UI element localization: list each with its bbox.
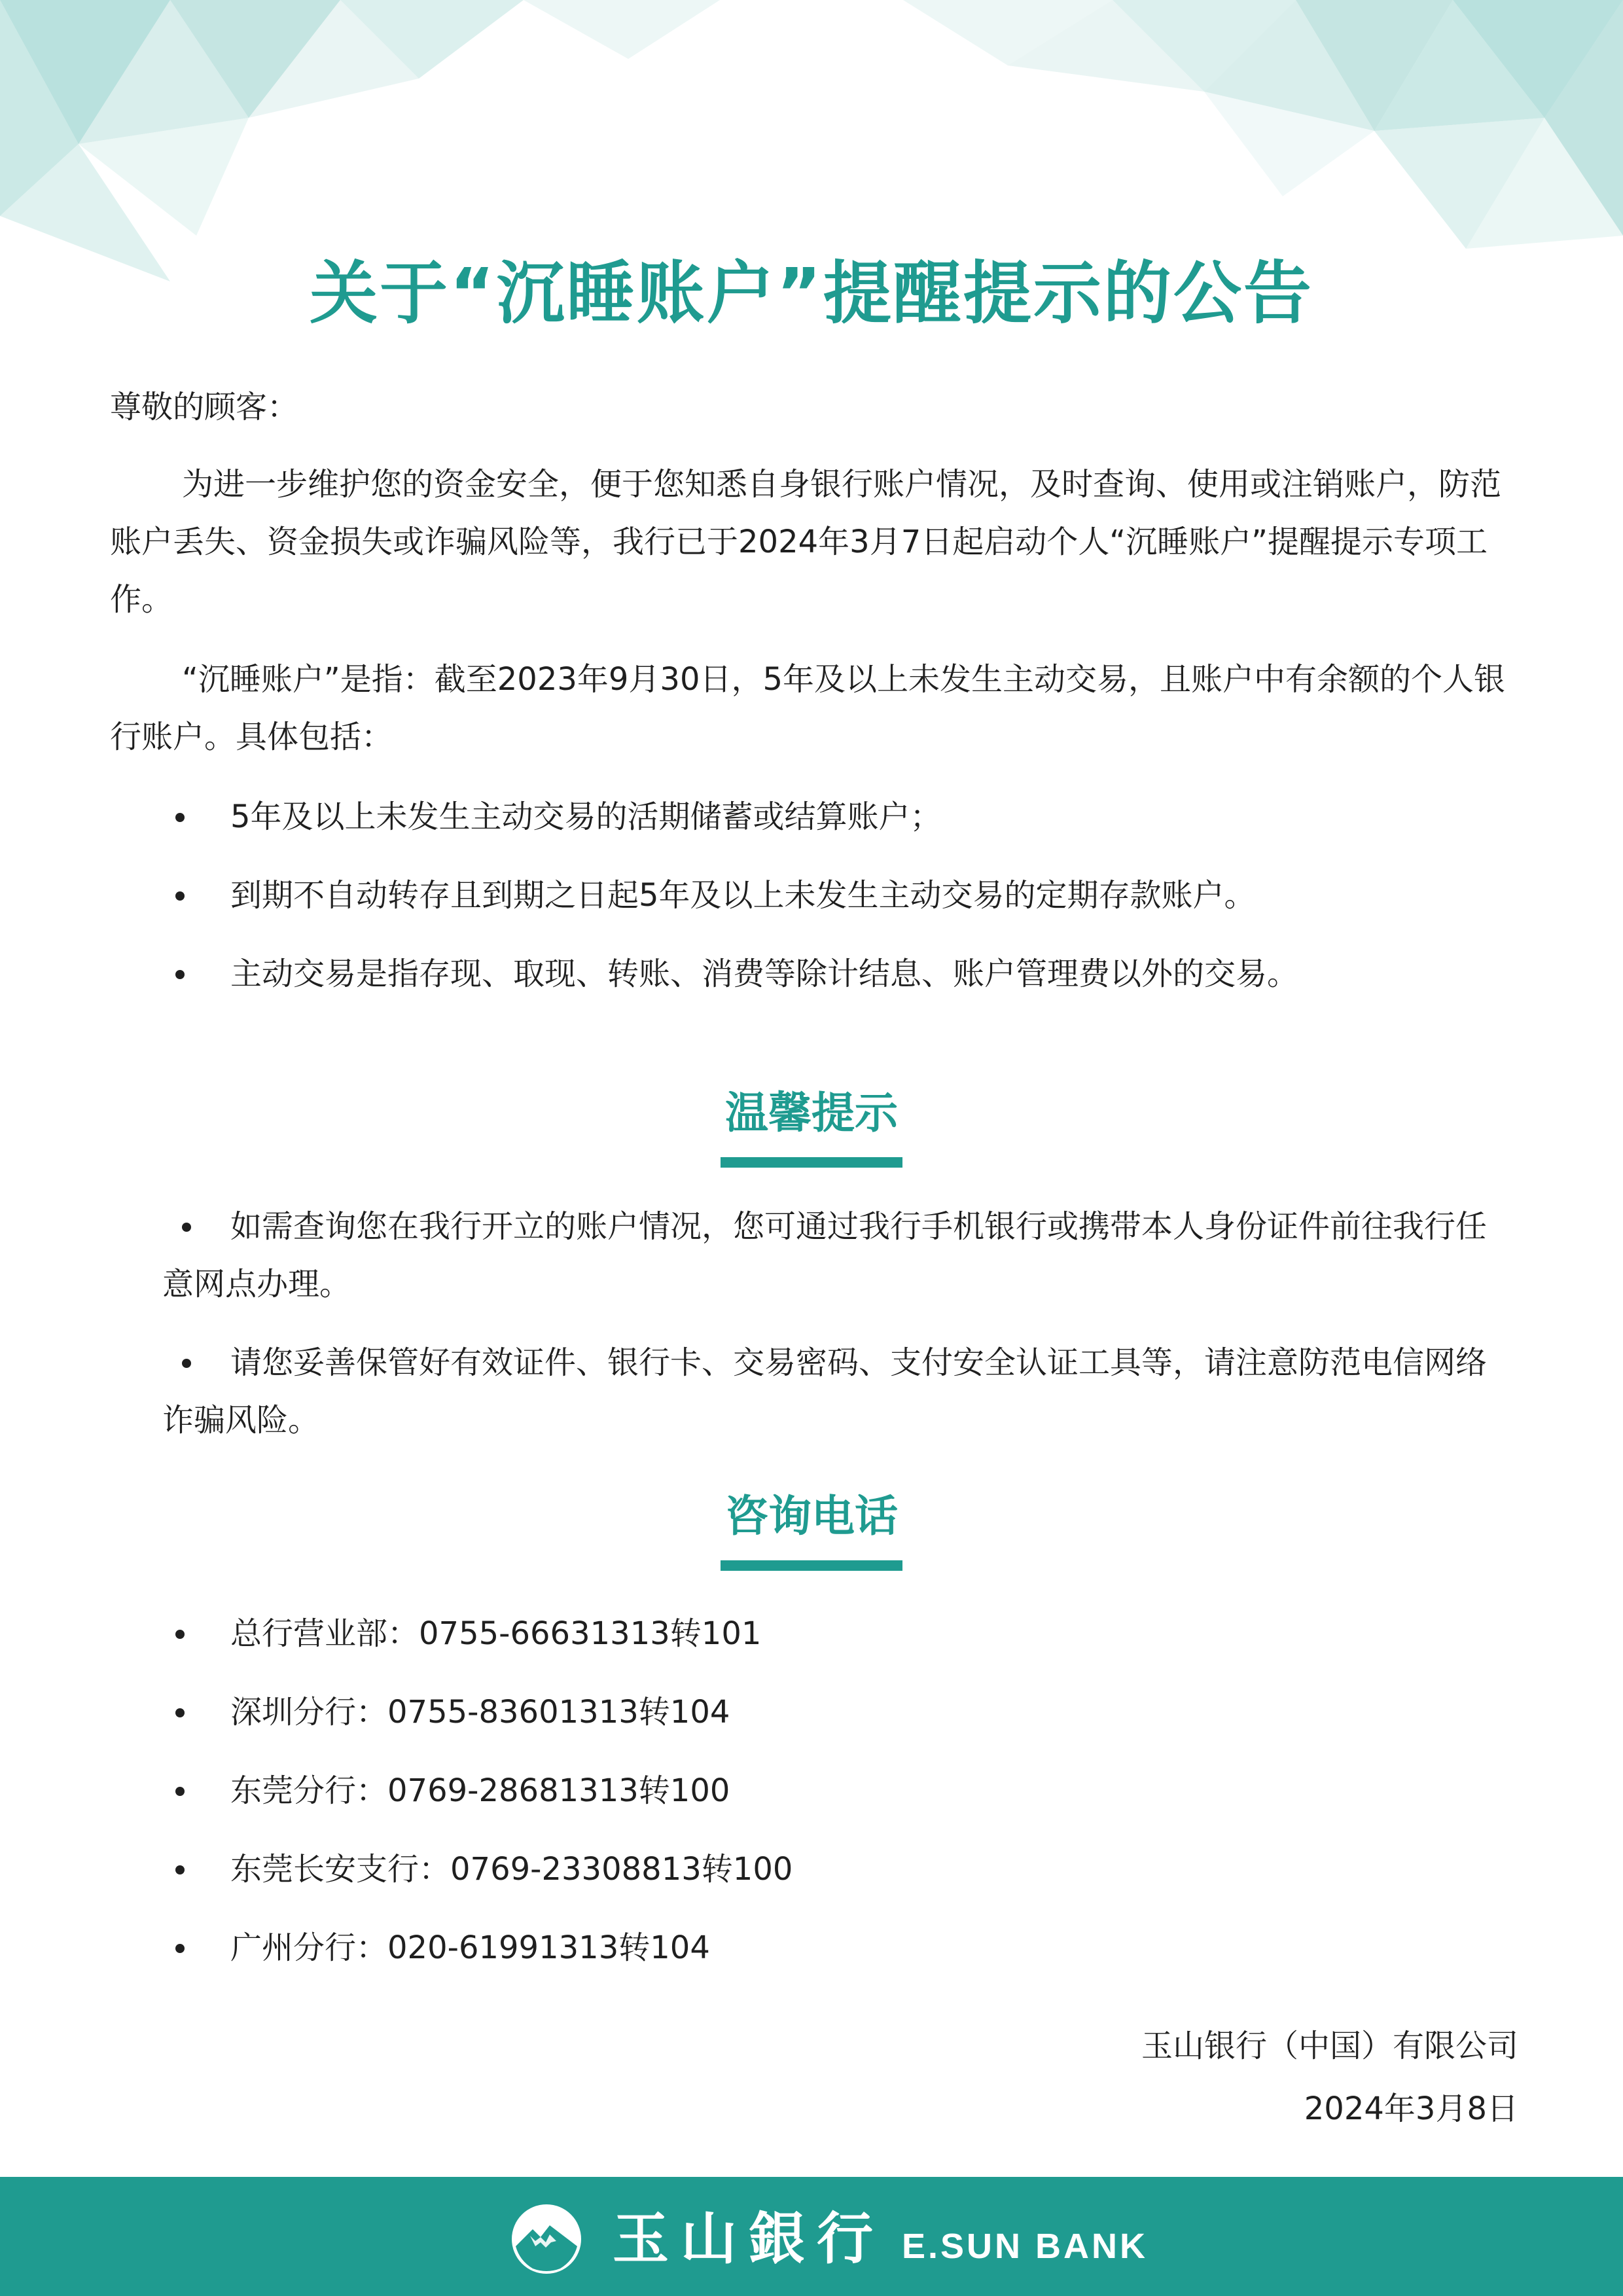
list-item: 东莞长安支行：0769-23308813转100 bbox=[175, 1840, 1516, 1898]
bullet-dot bbox=[175, 1944, 185, 1953]
announcement-date: 2024年3月8日 bbox=[1304, 2090, 1518, 2127]
tips-list bbox=[162, 1198, 1516, 1470]
bullet-dot bbox=[182, 1223, 191, 1232]
bullet-dot bbox=[175, 1708, 185, 1717]
brand-name-cn: 玉山銀行 bbox=[613, 2206, 885, 2272]
salutation: 尊敬的顾客： bbox=[110, 389, 299, 425]
brand-name-en: E.SUN BANK bbox=[902, 2227, 1149, 2266]
phone-heading: 咨询电话 bbox=[0, 1487, 1623, 1571]
bullet-dot bbox=[175, 1865, 185, 1874]
company-name: 玉山银行（中国）有限公司 bbox=[1141, 2028, 1518, 2064]
list-item: 主动交易是指存现、取现、转账、消费等除计结息、账户管理费以外的交易。 bbox=[175, 945, 1516, 1003]
list-item: 到期不自动转存且到期之日起5年及以上未发生主动交易的定期存款账户。 bbox=[175, 867, 1516, 924]
list-item: 深圳分行：0755-83601313转104 bbox=[175, 1683, 1516, 1741]
bank-logo bbox=[510, 2203, 1148, 2275]
bullet-dot bbox=[175, 813, 185, 822]
tips-heading: 温馨提示 bbox=[0, 1084, 1623, 1168]
phone-list bbox=[175, 1605, 1516, 1998]
intro-paragraph: 为进一步维护您的资金安全，便于您知悉自身银行账户情况，及时查询、使用或注销账户，防范账户丢失、资金损失或诈骗风险等，我行已于2024年3月7日起启动个人“沉睡账户”提醒提示专项工作。 bbox=[110, 466, 1502, 618]
definition-list bbox=[175, 788, 1516, 1024]
footer-bar bbox=[0, 2177, 1623, 2296]
mountain-logo-icon bbox=[510, 2203, 582, 2275]
list-item: 广州分行：020-61991313转104 bbox=[175, 1919, 1516, 1977]
bullet-dot bbox=[175, 891, 185, 901]
list-item: 总行营业部：0755-66631313转101 bbox=[175, 1605, 1516, 1662]
list-item: 5年及以上未发生主动交易的活期储蓄或结算账户； bbox=[175, 788, 1516, 846]
bullet-dot bbox=[175, 970, 185, 979]
list-item: 请您妥善保管好有效证件、银行卡、交易密码、支付安全认证工具等，请注意防范电信网络诈骗风险。 bbox=[162, 1344, 1488, 1439]
bullet-dot bbox=[175, 1787, 185, 1796]
bullet-dot bbox=[182, 1359, 191, 1368]
page-title: 关于“沉睡账户”提醒提示的公告 bbox=[310, 253, 1313, 333]
bullet-dot bbox=[175, 1630, 185, 1639]
heading-underline bbox=[721, 1157, 902, 1168]
list-item: 如需查询您在我行开立的账户情况，您可通过我行手机银行或携带本人身份证件前往我行任意网点办理。 bbox=[162, 1208, 1488, 1302]
list-item: 东莞分行：0769-28681313转100 bbox=[175, 1762, 1516, 1820]
definition-paragraph: “沉睡账户”是指：截至2023年9月30日，5年及以上未发生主动交易，且账户中有余额的个人银行账户。具体包括： bbox=[110, 661, 1506, 755]
heading-underline bbox=[721, 1560, 902, 1571]
